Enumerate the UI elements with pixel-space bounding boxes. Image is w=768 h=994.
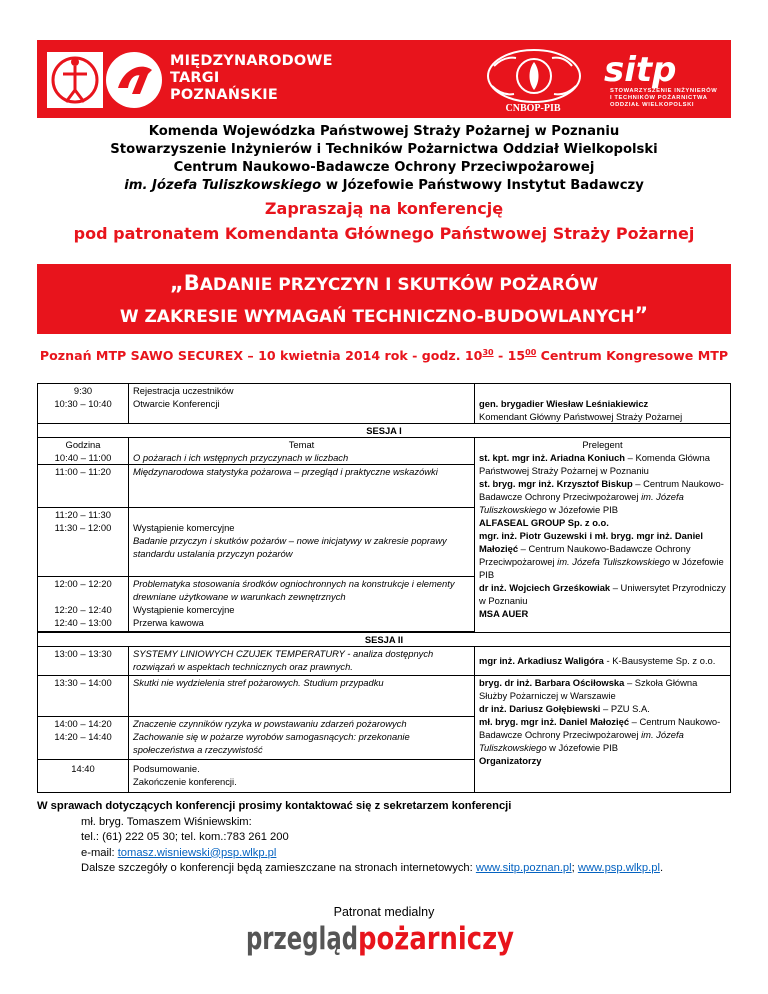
contact-phone: tel.: (61) 222 05 30; tel. kom.:783 261 200	[81, 831, 289, 843]
topic-cell	[129, 438, 475, 465]
topic: Znaczenie czynników ryzyka w powstawaniu zdarzeń pożarowych	[133, 718, 407, 729]
organizer-1: Komenda Wojewódzka Państwowej Straży Pożarnej w Poznaniu	[148, 124, 620, 139]
speaker-name: dr inż. Dariusz Gołębiewski	[479, 703, 601, 714]
speaker-name: ALFASEAL GROUP Sp. z o.o.	[479, 517, 609, 528]
speaker-affiliation-end: w Józefowie PIB	[546, 504, 618, 515]
topic: Wystąpienie komercyjne	[133, 604, 235, 615]
mtp-wordmark	[170, 53, 333, 104]
speaker-name: Organizatorzy	[479, 755, 542, 766]
venue-sup-2: 00	[525, 348, 537, 357]
time-cell	[38, 438, 129, 465]
sitp-sub-1: STOWARZYSZENIE INŻYNIERÓW	[610, 88, 718, 94]
speaker-name: bryg. dr inż. Barbara Ościłowska	[479, 677, 625, 688]
time: 11:20 – 11:30	[55, 509, 111, 520]
topic: Rejestracja uczestników	[133, 385, 234, 396]
table-row	[38, 647, 731, 676]
speaker-affiliation-italic: im. Józefa Tuliszkowskiego	[479, 491, 684, 515]
topic: Otwarcie Konferencji	[133, 398, 220, 409]
logo-part-2: pożarniczy	[358, 921, 514, 957]
link-separator: ;	[571, 862, 578, 874]
session-row	[38, 424, 731, 438]
table-row	[38, 676, 731, 717]
topic: Zachowanie się w pożarze wyrobów samogasnących: przekonanie społeczeństwa a rzeczywistość	[133, 731, 410, 755]
table-row	[38, 384, 731, 424]
speaker-affiliation-end: w Józefowie PIB	[546, 742, 618, 753]
program-table	[37, 383, 731, 793]
time: 14:00 – 14:20	[54, 718, 112, 729]
speaker-affiliation: - K-Bausysteme Sp. z o.o.	[603, 655, 716, 666]
speaker-affiliation: – Centrum Naukowo-Badawcze Ochrony Przeciwpożarowej	[479, 478, 724, 502]
mtp-logo	[44, 48, 162, 110]
mtp-line-2: TARGI	[170, 70, 220, 86]
speaker-name: gen. brygadier Wiesław Leśniakiewicz	[479, 398, 649, 409]
topic-cell	[129, 760, 475, 793]
topic-cell	[129, 508, 475, 577]
speaker-name: st. bryg. mgr inż. Krzysztof Biskup	[479, 478, 633, 489]
time: 9:30	[73, 385, 93, 396]
speakers-cell-session-2	[475, 676, 731, 793]
speakers-cell-session-1	[475, 438, 731, 633]
speaker-name: st. kpt. mgr inż. Ariadna Koniuch	[479, 452, 626, 463]
title-quote-close: ”	[634, 303, 649, 327]
speaker-affiliation-italic: im. Józefa Tuliszkowskiego	[479, 729, 684, 753]
speaker-name: mgr inż. Arkadiusz Waligóra	[479, 655, 604, 666]
invite-line-1: Zapraszają na konferencję	[264, 199, 504, 218]
sitp-sub-2: I TECHNIKÓW POŻARNICTWA	[610, 95, 708, 101]
sitp-logo	[604, 50, 724, 90]
speaker	[479, 516, 726, 529]
time: 12:40 – 13:00	[54, 617, 112, 628]
speaker-name: mł. bryg. mgr inż. Daniel Małozięć	[479, 716, 630, 727]
time: 10:40 – 11:00	[54, 452, 112, 463]
venue-text-2: - 15	[493, 348, 526, 364]
topic: Wystąpienie komercyjne	[133, 522, 235, 533]
topic-cell: Skutki nie wydzielenia stref pożarowych. Studium przypadku	[129, 676, 475, 717]
speaker-affiliation: – Komenda Główna Państwowej Straży Pożarnej w Poznaniu	[479, 452, 710, 476]
email-label: e-mail:	[81, 846, 118, 859]
contact-intro: W sprawach dotyczących konferencji prosimy kontaktować się z sekretarzem konferencji	[37, 800, 512, 812]
venue-text-3: Centrum Kongresowe MTP	[536, 348, 729, 364]
topic: Podsumowanie.	[133, 763, 200, 774]
sitp-logo-text: sitp	[604, 50, 677, 90]
time: 11:30 – 12:00	[54, 522, 112, 533]
time: 12:20 – 12:40	[54, 604, 112, 615]
time-cell: 14:40	[38, 760, 129, 793]
topic: Problematyka stosowania środków ogniochronnych na konstrukcje i elementy drewniane użytkowane w warunkach zewnętrznych	[133, 578, 455, 602]
logo-part-1: przegląd	[246, 921, 358, 957]
speaker-affiliation-end: w Józefowie PIB	[479, 556, 724, 580]
speaker-cell	[475, 647, 731, 676]
invite-line-2: pod patronatem Komendanta Głównego Państwowej Straży Pożarnej	[73, 224, 695, 243]
speaker-affiliation: – Szkoła Główna Służby Pożarniczej w Warszawie	[479, 677, 698, 701]
title-quote-open: „B	[169, 271, 200, 295]
title-line-2	[37, 303, 731, 327]
title-line-1-text: ADANIE PRZYCZYN I SKUTKÓW POŻARÓW	[199, 275, 599, 295]
speaker-affiliation: Komendant Główny Państwowej Straży Pożarnej	[479, 411, 683, 422]
speaker-name: MSA AUER	[479, 608, 529, 619]
speaker-cell	[475, 384, 731, 424]
time-cell: 13:30 – 14:00	[38, 676, 129, 717]
websites-text: Dalsze szczegóły o konferencji będą zamieszczane na stronach internetowych:	[81, 862, 476, 874]
speaker-affiliation: – Centrum Naukowo-Badawcze Ochrony Przeciwpożarowej	[479, 716, 721, 740]
speaker	[479, 676, 726, 702]
topic-cell: Międzynarodowa statystyka pożarowa – przegląd i praktyczne wskazówki	[129, 465, 475, 508]
sitp-sub-3: ODDZIAŁ WIELKOPOLSKI	[610, 102, 695, 108]
organizer-4-rest: w Józefowie Państwowy Instytut Badawczy	[321, 178, 644, 193]
time: 12:00 – 12:20	[54, 578, 112, 589]
speaker	[479, 607, 726, 620]
sitp-subtitle	[610, 88, 717, 109]
media-patronage-label: Patronat medialny	[333, 905, 435, 919]
time-cell	[38, 384, 129, 424]
header-time: Godzina	[65, 439, 101, 450]
contact-section	[37, 799, 663, 877]
header-topic: Temat	[288, 439, 315, 450]
topic-cell	[129, 717, 475, 760]
topic-cell	[129, 384, 475, 424]
organizer-2: Stowarzyszenie Inżynierów i Techników Pożarnictwa Oddział Wielkopolski	[110, 142, 658, 157]
speaker-affiliation: – PZU S.A.	[600, 703, 650, 714]
websites-end: .	[659, 862, 664, 874]
mtp-line-1: MIĘDZYNARODOWE	[170, 53, 333, 69]
organizer-3: Centrum Naukowo-Badawcze Ochrony Przeciwpożarowej	[173, 160, 595, 175]
topic: Badanie przyczyn i skutków pożarów – nowe inicjatywy w zakresie poprawy standardu ustalania przyczyn pożarów	[133, 535, 447, 559]
venue-line	[0, 348, 768, 363]
speaker-affiliation-italic: im. Józefa Tuliszkowskiego	[557, 556, 671, 567]
contact-websites	[37, 861, 663, 877]
speaker	[479, 715, 726, 754]
title-line-1	[37, 271, 731, 295]
speaker	[479, 451, 726, 477]
speaker-affiliation: – Uniwersytet Przyrodniczy w Poznaniu	[479, 582, 726, 606]
speaker-affiliation: – Centrum Naukowo-Badawcze Ochrony Przeciwpożarowej	[479, 543, 691, 567]
topic: O pożarach i ich wstępnych przyczynach w liczbach	[133, 452, 349, 463]
title-line-2-text: W ZAKRESIE WYMAGAŃ TECHNICZNO-BUDOWLANYCH	[119, 307, 635, 327]
venue-sup-1: 30	[482, 348, 494, 357]
organizer-4-italic: im. Józefa Tuliszkowskiego	[124, 178, 322, 193]
time: 10:30 – 10:40	[54, 398, 112, 409]
header-speaker: Prelegent	[582, 439, 623, 450]
time-cell	[38, 508, 129, 577]
time-cell	[38, 717, 129, 760]
speaker	[479, 702, 726, 715]
topic-cell	[129, 577, 475, 632]
conference-title	[37, 264, 731, 334]
organizer-4	[0, 178, 768, 193]
speaker-name: dr inż. Wojciech Grześkowiak	[479, 582, 611, 593]
email-link[interactable]: tomasz.wisniewski@psp.wlkp.pl	[117, 846, 277, 859]
cnbop-label: CNBOP-PIB	[505, 103, 561, 114]
speaker-name: mgr. inż. Piotr Guzewski i mł. bryg. mgr inż. Daniel Małozięć	[479, 530, 704, 554]
session-1-header: SESJA I	[38, 424, 731, 438]
speaker	[479, 581, 726, 607]
speaker	[479, 477, 726, 516]
table-row	[38, 438, 731, 465]
mtp-line-3: POZNAŃSKIE	[170, 87, 278, 103]
time-cell: 13:00 – 13:30	[38, 647, 129, 676]
speaker	[479, 529, 726, 581]
session-row	[38, 633, 731, 647]
contact-name: mł. bryg. Tomaszem Wiśniewskim:	[81, 815, 252, 828]
time: 14:20 – 14:40	[54, 731, 112, 742]
przeglad-pozarniczy-logo	[246, 921, 516, 955]
topic: Przerwa kawowa	[133, 617, 204, 628]
psp-website-link[interactable]: www.psp.wlkp.pl	[577, 862, 660, 874]
session-2-header: SESJA II	[38, 633, 731, 647]
speaker	[479, 754, 726, 767]
sitp-website-link[interactable]: www.sitp.poznan.pl	[475, 862, 572, 874]
topic-cell: SYSTEMY LINIOWYCH CZUJEK TEMPERATURY - analiza dostępnych rozwiązań w aspektach technicznych oraz prawnych.	[129, 647, 475, 676]
contact-email-line	[37, 846, 663, 862]
time-cell: 11:00 – 11:20	[38, 465, 129, 508]
topic: Zakończenie konferencji.	[133, 776, 237, 787]
time-cell	[38, 577, 129, 632]
venue-text-1: Poznań MTP SAWO SECUREX – 10 kwietnia 2014 rok - godz. 10	[39, 348, 483, 364]
